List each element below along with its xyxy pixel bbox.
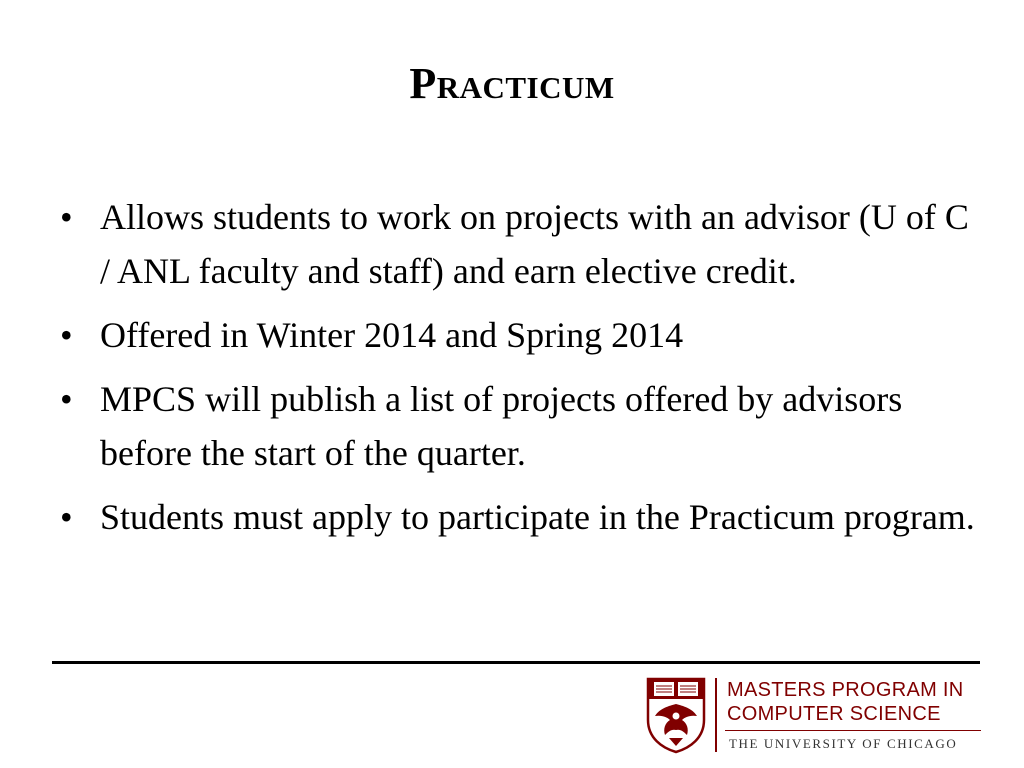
bullet-marker: • <box>60 497 73 537</box>
bullet-list <box>58 190 978 554</box>
bullet-item <box>58 372 978 480</box>
bullet-item <box>58 308 978 362</box>
bullet-item <box>58 190 978 298</box>
bullet-marker: • <box>60 197 73 237</box>
logo-subrule <box>725 730 981 731</box>
bullet-text: Students must apply to participate in the Practicum program. <box>100 497 975 537</box>
bullet-text: MPCS will publish a list of projects offered by advisors before the start of the quarter. <box>100 379 903 473</box>
logo-program-name-line1: MASTERS PROGRAM IN <box>727 679 964 701</box>
bullet-text: Allows students to work on projects with an advisor (U of C / ANL faculty and staff) and earn elective credit. <box>100 197 969 291</box>
slide-title: Practicum <box>409 59 615 108</box>
bullet-marker: • <box>60 379 73 419</box>
footer-divider <box>52 661 980 664</box>
university-crest-icon <box>645 676 707 754</box>
logo-program-name-line2: COMPUTER SCIENCE <box>727 703 941 725</box>
footer-logo <box>645 676 985 756</box>
logo-university-name: THE UNIVERSITY OF CHICAGO <box>729 736 958 751</box>
bullet-marker: • <box>60 315 73 355</box>
logo-divider <box>715 678 717 752</box>
bullet-item <box>58 490 978 544</box>
bullet-text: Offered in Winter 2014 and Spring 2014 <box>100 315 684 355</box>
